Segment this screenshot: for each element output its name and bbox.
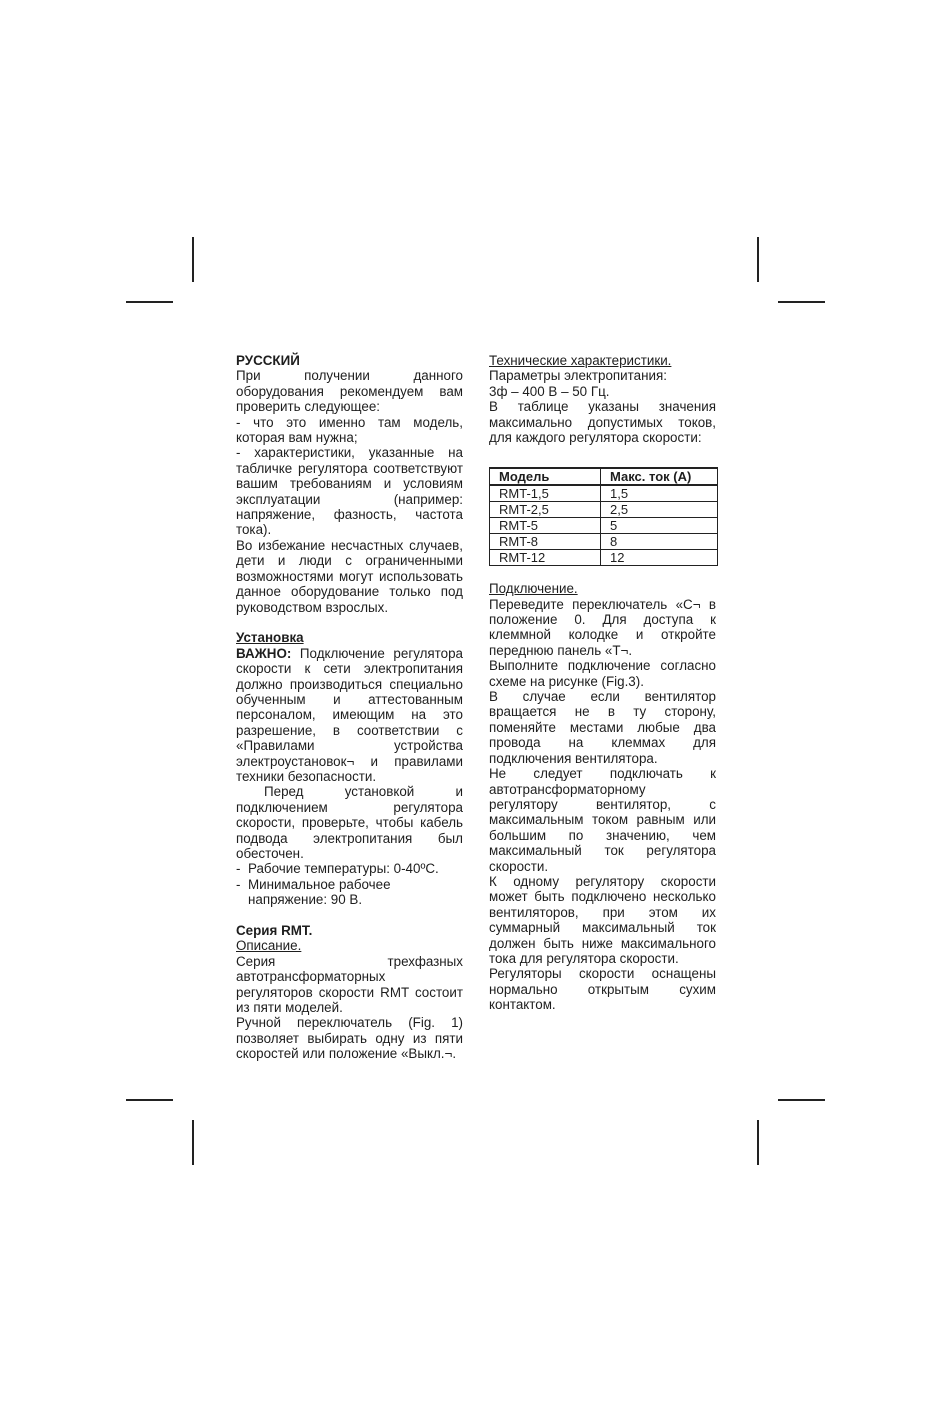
table-cell-current: 8	[601, 533, 718, 549]
text-line: переднюю панель «Т¬.	[489, 642, 633, 658]
text-line: Регуляторы скорости оснащены	[489, 966, 716, 982]
text-line: подвода электропитания был	[236, 830, 463, 846]
max-current-paragraph	[489, 766, 716, 874]
crop-mark-bottom-right-vertical	[757, 1120, 759, 1165]
crop-mark-bottom-left-vertical	[192, 1120, 194, 1165]
dry-contact-paragraph	[489, 966, 716, 1012]
text-line: Перед установкой и	[264, 784, 463, 800]
table-intro-paragraph	[489, 399, 716, 445]
text-line: вашим требованиям и условиям	[236, 476, 463, 492]
power-value: 3ф – 400 В – 50 Гц.	[489, 383, 610, 399]
crop-mark-top-left-vertical	[192, 237, 194, 282]
text-line: контактом.	[489, 997, 556, 1013]
check-item-characteristics	[236, 445, 463, 537]
text-line: Во избежание несчастных случаев,	[236, 537, 463, 553]
switch-paragraph	[236, 1015, 463, 1061]
section-heading-russian: РУССКИЙ	[236, 353, 300, 368]
text-line: данное оборудование только под	[236, 584, 463, 600]
table-cell-current: 2,5	[601, 501, 718, 517]
text-line: разрешение, в соответствии с	[236, 722, 463, 738]
text-line: - что это именно там модель,	[236, 414, 463, 430]
text-line: Серия трехфазных	[236, 953, 463, 969]
left-column	[236, 353, 463, 1062]
intro-paragraph	[236, 368, 463, 414]
text-line: подключением регулятора	[236, 799, 463, 815]
text-line: провода на клеммах для	[489, 735, 716, 751]
text-line: «Правилами устройства	[236, 738, 463, 754]
text-line: эксплуатации (например:	[236, 491, 463, 507]
text-line: позволяет выбирать одну из пяти	[236, 1030, 463, 1046]
text-line: возможностями могут использовать	[236, 568, 463, 584]
text-line: тока).	[236, 522, 272, 538]
text-line: автотрансформаторному	[489, 781, 646, 797]
text-line: максимально допустимых токов,	[489, 414, 716, 430]
check-item-model	[236, 415, 463, 446]
crop-mark-top-right-horizontal	[778, 301, 825, 303]
connection-switch-paragraph	[489, 597, 716, 659]
current-table	[489, 467, 718, 566]
table-row	[490, 517, 718, 533]
crop-mark-top-left-horizontal	[126, 301, 173, 303]
text-line: Рабочие температуры: 0-40ºC.	[248, 861, 439, 877]
text-line: должно производиться специально	[236, 676, 463, 692]
connection-scheme-paragraph	[489, 658, 716, 689]
text-line: максимальный ток регулятора	[489, 843, 716, 859]
description-paragraph	[236, 954, 463, 1016]
crop-mark-bottom-right-horizontal	[778, 1099, 825, 1101]
text-line: скорости.	[489, 858, 549, 874]
text-line: напряжение: 90 В.	[248, 892, 363, 908]
table-row	[490, 533, 718, 549]
text-line: Подключение регулятора	[291, 645, 463, 661]
text-line: которая вам нужна;	[236, 430, 358, 446]
text-line: В таблице указаны значения	[489, 399, 716, 415]
table-cell-current: 12	[601, 549, 718, 565]
table-row	[490, 501, 718, 517]
text-line: электроустановок¬ и правилами	[236, 753, 463, 769]
table-row	[490, 549, 718, 565]
power-label: Параметры электропитания:	[489, 368, 667, 384]
table-cell-model: RMT-2,5	[490, 501, 601, 517]
text-line: клеммной колодке и откройте	[489, 627, 716, 643]
text-line: техники безопасности.	[236, 768, 377, 784]
table-cell-model: RMT-12	[490, 549, 601, 565]
text-line: должен быть ниже максимального	[489, 935, 716, 951]
text-line: персоналом, имеющим на это	[236, 707, 463, 723]
text-line: оборудования рекомендуем вам	[236, 383, 463, 399]
text-line: вентиляторов, при этом их	[489, 904, 716, 920]
text-line: обесточен.	[236, 845, 304, 861]
text-line: обученным и аттестованным	[236, 691, 463, 707]
text-line: табличке регулятора соответствуют	[236, 460, 463, 476]
text-line: регуляторов скорости RMT состоит	[236, 984, 463, 1000]
text-line: может быть подключено несколько	[489, 889, 716, 905]
text-line: Переведите переключатель «С¬ в	[489, 596, 716, 612]
table-header-model: Модель	[490, 468, 601, 485]
text-line: скорости к сети электропитания	[236, 661, 463, 677]
text-line: схеме на рисунке (Fig.3).	[489, 673, 644, 689]
table-cell-model: RMT-5	[490, 517, 601, 533]
multiple-fans-paragraph	[489, 874, 716, 966]
text-line: Выполните подключение согласно	[489, 658, 716, 674]
safety-paragraph	[236, 538, 463, 615]
text-line: нормально открытым сухим	[489, 981, 716, 997]
crop-mark-bottom-left-horizontal	[126, 1099, 173, 1101]
text-line: подключения вентилятора.	[489, 750, 658, 766]
text-line: К одному регулятору скорости	[489, 873, 716, 889]
connection-heading: Подключение.	[489, 581, 578, 597]
text-line: максимальным током равным или	[489, 812, 716, 828]
text-line: автотрансформаторных	[236, 969, 386, 985]
description-heading: Описание.	[236, 938, 302, 954]
right-column	[489, 353, 716, 1013]
spec-item-temperature: - Рабочие температуры: 0-40ºC.	[236, 861, 439, 877]
table-header-max-current: Макс. ток (А)	[601, 468, 718, 485]
text-line: напряжение, фазность, частота	[236, 507, 463, 523]
text-line: Минимальное рабочее	[248, 876, 391, 892]
text-line: руководством взрослых.	[236, 599, 389, 615]
rotation-paragraph	[489, 689, 716, 766]
text-line: поменяйте местами любые два	[489, 719, 716, 735]
text-line: тока для регулятора скорости.	[489, 950, 679, 966]
spec-item-voltage: - Минимальное рабочее напряжение: 90 В.	[236, 876, 391, 908]
text-line: вращается не в ту сторону,	[489, 704, 716, 720]
text-line: При получении данного	[236, 368, 463, 384]
text-line: проверить следующее:	[236, 399, 381, 415]
table-cell-current: 1,5	[601, 485, 718, 502]
important-paragraph	[236, 646, 463, 785]
series-heading: Серия RMT.	[236, 923, 313, 938]
text-line: В случае если вентилятор	[489, 689, 716, 705]
text-line: регулятору вентилятор, с	[489, 796, 716, 812]
text-line: - характеристики, указанные на	[236, 445, 463, 461]
text-line: большим по значению, чем	[489, 827, 716, 843]
text-line: скорости, проверьте, чтобы кабель	[236, 815, 463, 831]
text-line: суммарный максимальный ток	[489, 920, 716, 936]
important-label: ВАЖНО:	[236, 645, 292, 661]
crop-mark-top-right-vertical	[757, 237, 759, 282]
table-header-row	[490, 468, 718, 485]
tech-heading: Технические характеристики.	[489, 353, 672, 368]
install-heading: Установка	[236, 630, 304, 646]
table-row	[490, 485, 718, 502]
before-install-paragraph	[236, 784, 463, 861]
text-line: для каждого регулятора скорости:	[489, 430, 702, 446]
text-line: скоростей или положение «Выкл.¬.	[236, 1046, 457, 1062]
text-line: положение 0. Для доступа к	[489, 612, 716, 628]
table-cell-model: RMT-1,5	[490, 485, 601, 502]
text-line: Ручной переключатель (Fig. 1)	[236, 1015, 463, 1031]
table-cell-current: 5	[601, 517, 718, 533]
text-line: дети и люди с ограниченными	[236, 553, 463, 569]
text-line: из пяти моделей.	[236, 1000, 343, 1016]
text-line: Не следует подключать к	[489, 766, 716, 782]
table-cell-model: RMT-8	[490, 533, 601, 549]
